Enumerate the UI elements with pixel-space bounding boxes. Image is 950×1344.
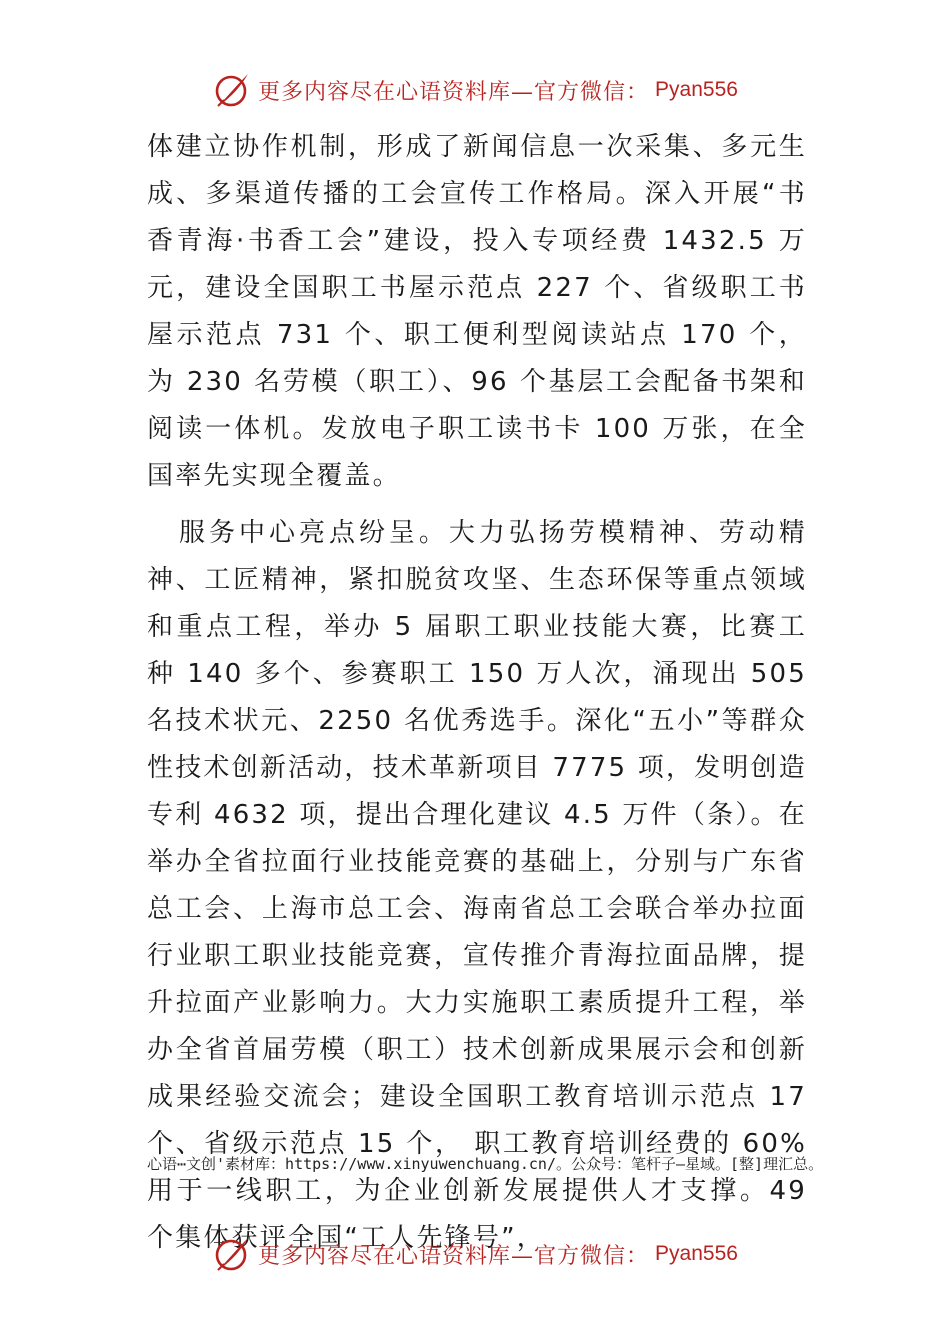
quill-pen-logo-icon bbox=[212, 1234, 252, 1274]
banner-wechat-id: Pyan556 bbox=[655, 78, 738, 101]
banner-text: 更多内容尽在心语资料库—官方微信： bbox=[258, 1243, 650, 1269]
source-footnote: 心语⋯文创'素材库：https://www.xinyuwenchuang.cn/。公众号：笔杆子—星域。[整]理汇总。 bbox=[147, 1155, 824, 1173]
header-banner bbox=[0, 68, 950, 112]
paragraph-2: 服务中心亮点纷呈。大力弘扬劳模精神、劳动精神、工匠精神，紧扣脱贫攻坚、生态环保等重点领域和重点工程，举办 5 届职工职业技能大赛，比赛工种 140 多个、参赛职工 150 万人次，涌现出 505 名技术状元、2250 名优秀选手。深化“五小”等群众性技术创新活动，技术革新项目 7775 项，发明创造专利 4632 项，提出合理化建议 4.5 万件（条）。在举办全省拉面行业技能竞赛的基础上，分别与广东省总工会、上海市总工会、海南省总工会联合举办拉面行业职工职业技能竞赛，宣传推介青海拉面品牌，提升拉面产业影响力。大力实施职工素质提升工程，举办全省首届劳模（职工）技术创新成果展示会和创新成果经验交流会；建设全国职工教育培训示范点 17 个、省级示范点 15 个， 职工教育培训经费的 60%用于一线职工，为企业创新发展提供人才支撑。49 个集体获评全国“工人先锋号”， bbox=[147, 518, 818, 1253]
document-body bbox=[147, 124, 818, 1262]
paragraph-1: 体建立协作机制，形成了新闻信息一次采集、多元生成、多渠道传播的工会宣传工作格局。深入开展“书香青海·书香工会”建设，投入专项经费 1432.5 万元，建设全国职工书屋示范点 227 个、省级职工书屋示范点 731 个、职工便利型阅读站点 170 个，为 230 名劳模（职工）、96 个基层工会配备书架和阅读一体机。发放电子职工读书卡 100 万张，在全国率先实现全覆盖。 bbox=[147, 132, 807, 491]
footer-banner bbox=[0, 1232, 950, 1276]
banner-wechat-id: Pyan556 bbox=[655, 1242, 738, 1265]
banner-text: 更多内容尽在心语资料库—官方微信： bbox=[258, 79, 650, 105]
quill-pen-logo-icon bbox=[212, 70, 252, 110]
